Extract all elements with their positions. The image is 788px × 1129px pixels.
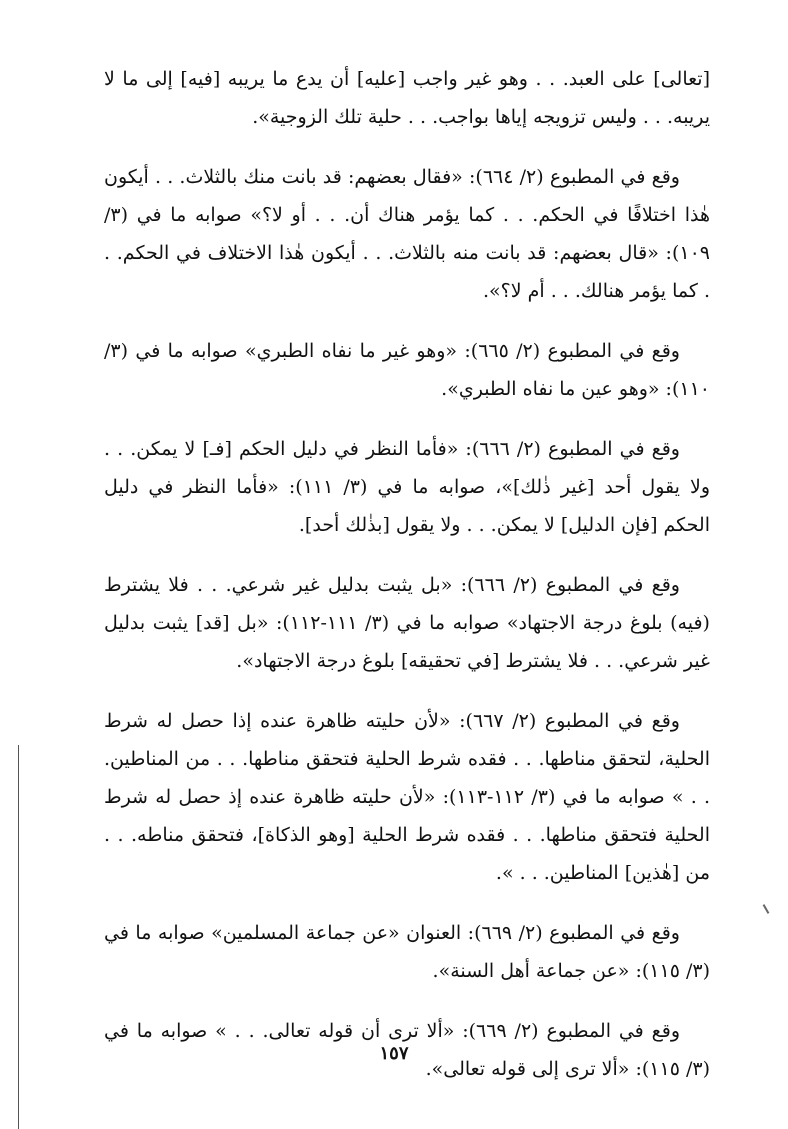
- paragraph-correction-664: وقع في المطبوع (٢/ ٦٦٤): «فقال بعضهم: قد بانت منك بالثلاث. . . أيكون هٰذا اختلافًا في الحكم. . . كما يؤمر هناك أن. . . أو لا؟» صوابه ما في (٣/ ١٠٩): «قال بعضهم: قد بانت منه بالثلاث. . . أيكون هٰذا الاختلاف في الحكم. . . كما يؤمر هنالك. . . أم لا؟».: [104, 166, 710, 302]
- paragraph-continuation: [تعالى] على العبد. . . وهو غير واجب [عليه] أن يدع ما يريبه [فيه] إلى ما لا يريبه. . . وليس تزويجه إياها بواجب. . . حلية تلك الزوجية».: [104, 68, 710, 128]
- page-number: ١٥٧: [379, 1043, 409, 1064]
- scan-margin-line: [18, 745, 19, 1129]
- paragraph-correction-666-b: وقع في المطبوع (٢/ ٦٦٦): «بل يثبت بدليل غير شرعي. . . فلا يشترط (فيه) بلوغ درجة الاجتهاد» صوابه ما في (٣/ ١١١-١١٢): «بل [قد] يثبت بدليل غير شرعي. . . فلا يشترط [في تحقيقه] بلوغ درجة الاجتهاد».: [104, 574, 710, 672]
- paragraph-correction-669-b: وقع في المطبوع (٢/ ٦٦٩): «ألا ترى أن قوله تعالى. . . » صوابه ما في (٣/ ١١٥): «ألا ترى إلى قوله تعالى».: [104, 1020, 710, 1080]
- body-text: [104, 60, 710, 1110]
- scan-speck: [763, 904, 770, 914]
- paragraph-correction-666-a: وقع في المطبوع (٢/ ٦٦٦): «فأما النظر في دليل الحكم [فـ] لا يمكن. . . ولا يقول أحد [غير ذٰلك]»، صوابه ما في (٣/ ١١١): «فأما النظر في دليل الحكم [فإن الدليل] لا يمكن. . . ولا يقول [بذٰلك أحد].: [104, 438, 710, 536]
- paragraph-correction-665: وقع في المطبوع (٢/ ٦٦٥): «وهو غير ما نفاه الطبري» صوابه ما في (٣/ ١١٠): «وهو عين ما نفاه الطبري».: [104, 340, 710, 400]
- paragraph-correction-667: وقع في المطبوع (٢/ ٦٦٧): «لأن حليته ظاهرة عنده إذا حصل له شرط الحلية، لتحقق مناطها. . . فقده شرط الحلية فتحقق مناطها. . . من المناطين. . . » صوابه ما في (٣/ ١١٢-١١٣): «لأن حليته ظاهرة عنده إذ حصل له شرط الحلية فتحقق مناطها. . . فقده شرط الحلية [وهو الذكاة]، فتحقق مناطه. . . من [هٰذين] المناطين. . . ».: [104, 710, 710, 884]
- paragraph-correction-669-a: وقع في المطبوع (٢/ ٦٦٩): العنوان «عن جماعة المسلمين» صوابه ما في (٣/ ١١٥): «عن جماعة أهل السنة».: [104, 922, 710, 982]
